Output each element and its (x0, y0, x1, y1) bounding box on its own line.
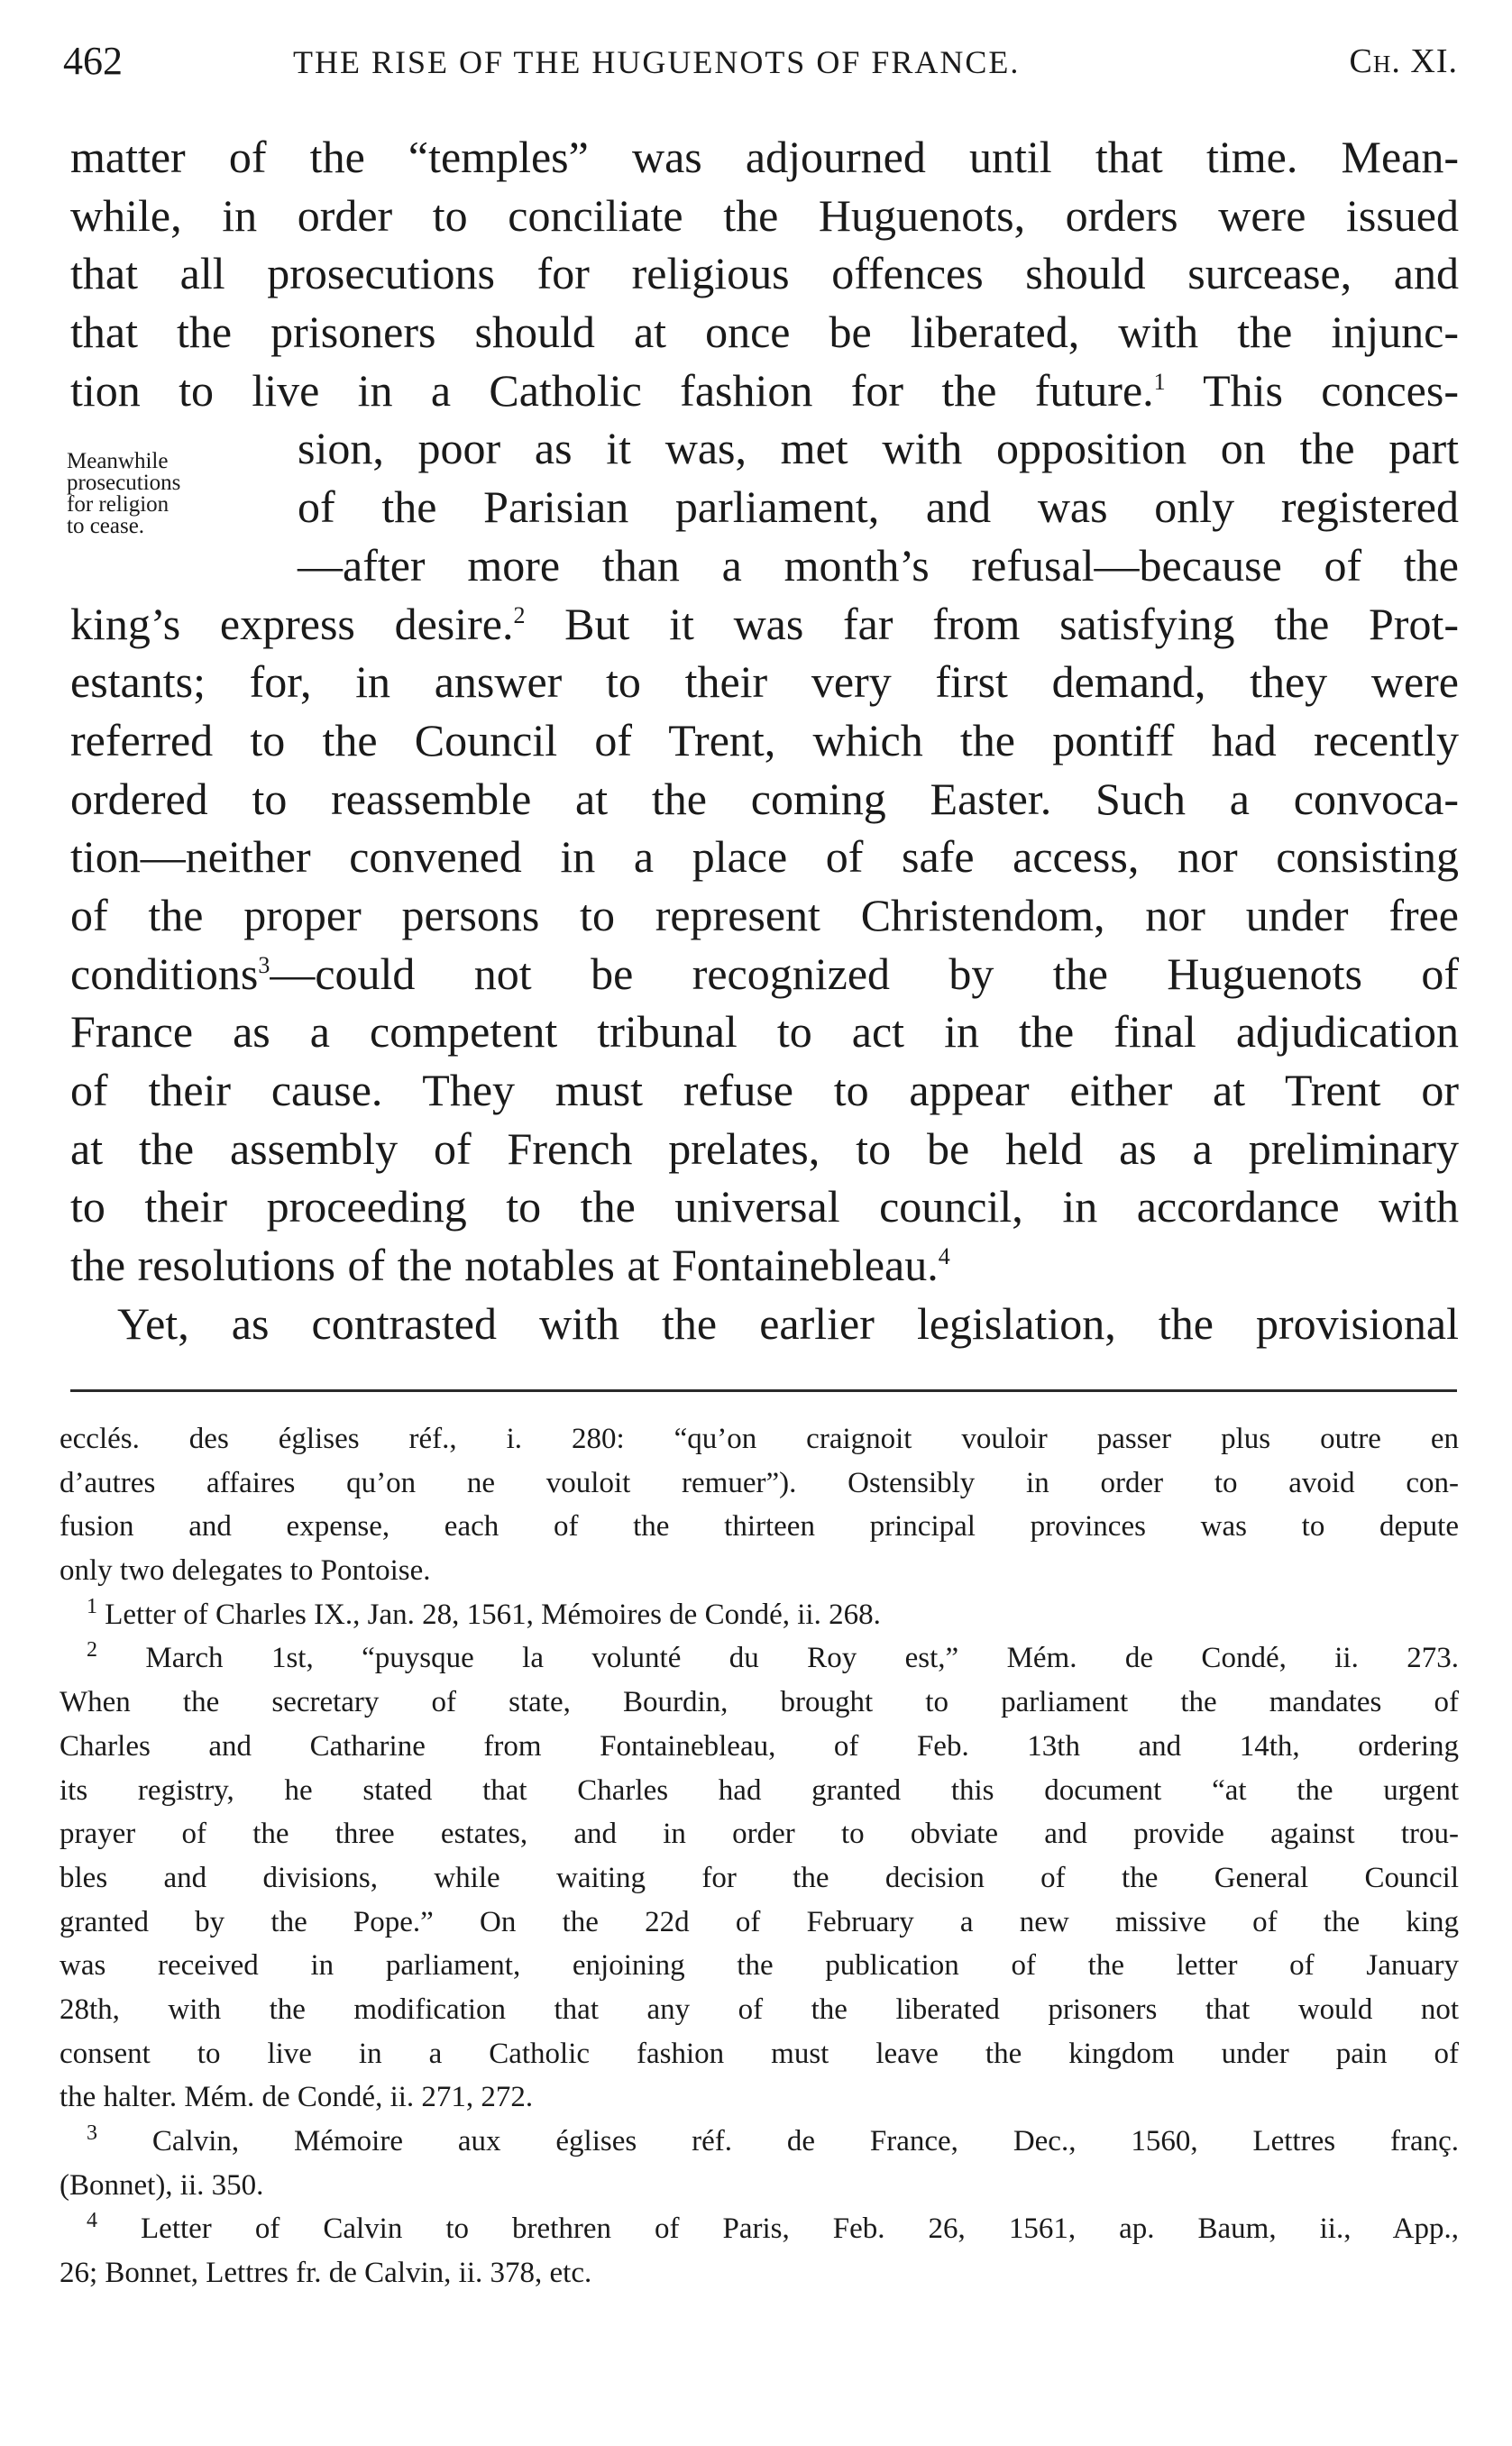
body-line (70, 711, 1459, 770)
line-text: estants; for, in answer to their very first demand, they were (70, 656, 1459, 708)
body-line (70, 1120, 1459, 1178)
footnote-reference-2[interactable]: 2 (513, 601, 526, 628)
footnote-line (60, 1944, 1459, 1988)
line-text: bles and divisions, while waiting for the decision of the General Council (60, 1861, 1459, 1894)
line-text: —could not be recognized by the Huguenots of (270, 948, 1459, 999)
running-title: THE RISE OF THE HUGUENOTS OF FRANCE. (293, 44, 1021, 80)
line-text: sion, poor as it was, met with opposition on the part (298, 423, 1459, 474)
line-text: granted by the Pope.” On the 22d of February a new missive of the king (60, 1905, 1459, 1938)
line-text: tion to live in a Catholic fashion for the future. (70, 364, 1154, 416)
footnote-reference-1[interactable]: 1 (1153, 368, 1166, 395)
line-text: But it was far from satisfying the Prot- (525, 598, 1459, 649)
line-text: that the prisoners should at once be liberated, with the injunc- (70, 307, 1459, 358)
footnote-line (60, 1549, 1459, 1593)
footnote-line (60, 1856, 1459, 1901)
footnote-marker: 4 (87, 2209, 97, 2233)
body-line (70, 419, 1459, 478)
margin-note-line: to cease. (67, 514, 145, 538)
footnote-line (60, 2251, 1459, 2295)
line-text: of the Parisian parliament, and was only registered (298, 481, 1459, 533)
footnote-1 (60, 1593, 1459, 1637)
line-text: to their proceeding to the universal council, in accordance with (70, 1181, 1459, 1232)
line-text: Letter of Charles IX., Jan. 28, 1561, Mémoires de Condé, ii. 268. (97, 1598, 881, 1631)
main-body-text (70, 128, 1459, 1352)
footnote-marker: 2 (87, 1638, 97, 1663)
line-text: prayer of the three estates, and in order to obviate and provide against trou- (60, 1818, 1459, 1851)
line-text: matter of the “temples” was adjourned until that time. Mean- (70, 132, 1459, 182)
footnote-reference-3[interactable]: 3 (258, 951, 270, 978)
line-text: at the assembly of French prelates, to be held as a preliminary (70, 1122, 1459, 1174)
footnote-line (60, 1417, 1459, 1461)
line-text: 28th, with the modification that any of the liberated prisoners that would not (60, 1993, 1459, 2026)
page-number: 462 (63, 39, 123, 83)
line-text: March 1st, “puysque la volunté du Roy est,” Mém. de Condé, ii. 273. (97, 1642, 1459, 1675)
footnote-line (60, 2164, 1459, 2208)
running-header (63, 38, 1458, 92)
footnote-marker: 3 (87, 2121, 97, 2145)
line-text: king’s express desire. (70, 598, 514, 649)
line-text: —after more than a month’s refusal—because of the (298, 539, 1459, 591)
footnote-reference-4[interactable]: 4 (938, 1243, 950, 1270)
footnote-3 (60, 2120, 1459, 2164)
margin-note-line: prosecutions (67, 471, 181, 495)
line-text: consent to live in a Catholic fashion must leave the kingdom under pain of (60, 2037, 1459, 2070)
body-line (70, 128, 1459, 187)
body-line (70, 1236, 1459, 1295)
line-text: Letter of Calvin to brethren of Paris, Feb. 26, 1561, ap. Baum, ii., App., (97, 2212, 1459, 2246)
footnote-marker: 1 (87, 1594, 97, 1618)
footnote-line (60, 1725, 1459, 1769)
footnote-line (60, 1461, 1459, 1506)
body-line (70, 653, 1459, 711)
body-line (70, 886, 1459, 945)
line-text: Calvin, Mémoire aux églises réf. de France, Dec., 1560, Lettres franç. (97, 2125, 1459, 2157)
line-text: that all prosecutions for religious offences should surcease, and (70, 248, 1459, 299)
footnote-line (60, 2075, 1459, 2120)
body-line (70, 244, 1459, 303)
body-line (70, 187, 1459, 245)
line-text: its registry, he stated that Charles had granted this document “at the urgent (60, 1773, 1459, 1807)
footnotes (60, 1417, 1459, 2295)
line-text: the halter. Mém. de Condé, ii. 271, 272. (60, 2081, 534, 2114)
line-text: France as a competent tribunal to act in the final adjudication (70, 1006, 1459, 1058)
body-line (70, 1295, 1459, 1353)
body-line (70, 945, 1459, 1003)
line-text: This conces- (1165, 364, 1459, 416)
line-text: of the proper persons to represent Christendom, nor under free (70, 889, 1459, 940)
line-text: ecclés. des églises réf., i. 280: “qu’on craignoit vouloir passer plus outre en (60, 1423, 1459, 1455)
line-text: while, in order to conciliate the Huguenots, orders were issued (70, 189, 1459, 241)
body-line (70, 1003, 1459, 1061)
line-text: Yet, as contrasted with the earlier legislation, the provisional (117, 1297, 1459, 1349)
footnote-2 (60, 1636, 1459, 1681)
body-line (70, 362, 1459, 420)
footnote-line (60, 1505, 1459, 1549)
line-text: ordered to reassemble at the coming Easter. Such a convoca- (70, 773, 1459, 824)
line-text: When the secretary of state, Bourdin, brought to parliament the mandates of (60, 1686, 1459, 1719)
body-line (70, 478, 1459, 536)
line-text: only two delegates to Pontoise. (60, 1554, 431, 1588)
footnote-line (60, 1901, 1459, 1945)
margin-note-line: Meanwhile (67, 449, 169, 473)
line-text: 26; Bonnet, Lettres fr. de Calvin, ii. 378, etc. (60, 2257, 592, 2290)
line-text: Charles and Catharine from Fontainebleau, of Feb. 13th and 14th, ordering (60, 1729, 1459, 1763)
line-text: (Bonnet), ii. 350. (60, 2168, 264, 2202)
line-text: referred to the Council of Trent, which the pontiff had recently (70, 714, 1459, 765)
margin-note-line: for religion (67, 492, 170, 517)
body-line (70, 770, 1459, 829)
footnote-line (60, 2032, 1459, 2076)
footnote-line (60, 1988, 1459, 2032)
body-line (70, 536, 1459, 595)
body-line (70, 1177, 1459, 1236)
footnote-line (60, 1681, 1459, 1725)
body-line (70, 828, 1459, 886)
line-text: of their cause. They must refuse to appear either at Trent or (70, 1065, 1459, 1115)
line-text: the resolutions of the notables at Fontainebleau. (70, 1240, 939, 1291)
footnote-line (60, 1812, 1459, 1856)
body-line (70, 595, 1459, 654)
footnote-4 (60, 2207, 1459, 2251)
chapter-reference: Ch. XI. (1349, 42, 1458, 80)
footnote-divider (70, 1389, 1457, 1392)
line-text: d’autres affaires qu’on ne vouloit remuer”). Ostensibly in order to avoid con- (60, 1466, 1459, 1499)
line-text: conditions (70, 948, 259, 999)
body-line (70, 1061, 1459, 1120)
body-line (70, 303, 1459, 362)
line-text: was received in parliament, enjoining the publication of the letter of January (60, 1949, 1459, 1983)
line-text: tion—neither convened in a place of safe access, nor consisting (70, 831, 1459, 883)
footnote-line (60, 1769, 1459, 1813)
line-text: fusion and expense, each of the thirteen principal provinces was to depute (60, 1510, 1459, 1544)
